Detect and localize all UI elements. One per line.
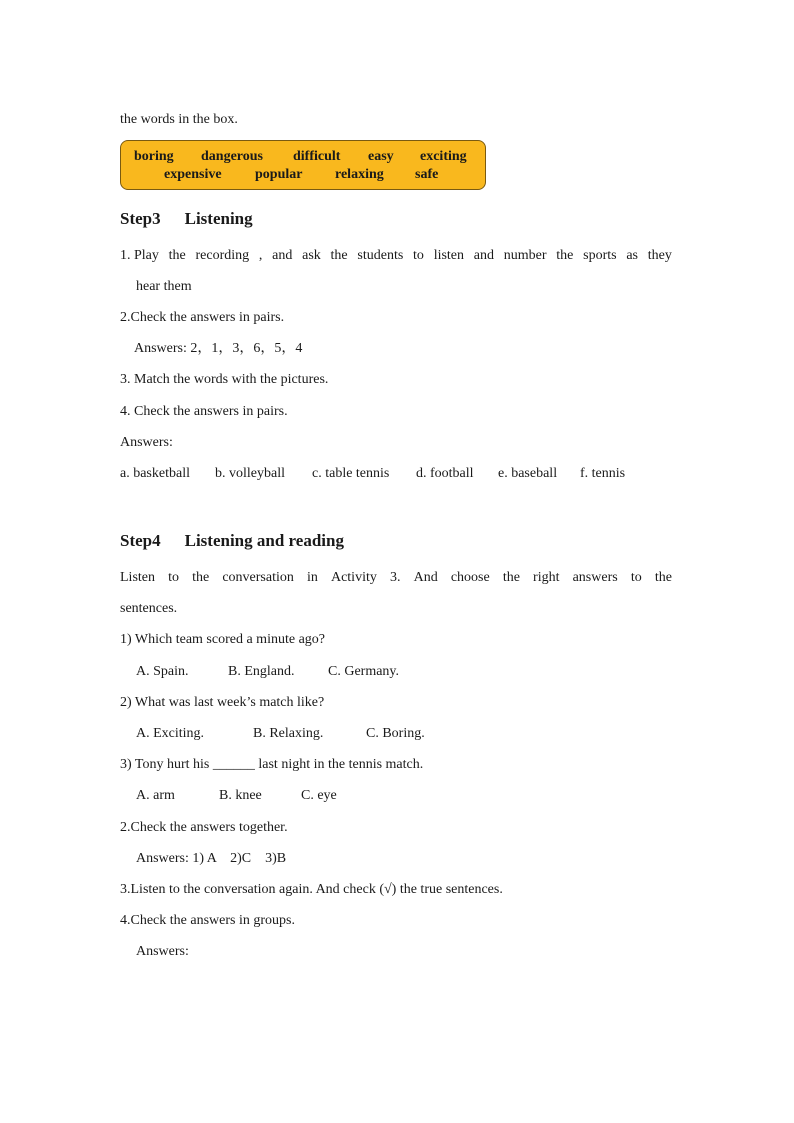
- word-box-word: expensive: [164, 167, 222, 182]
- word-box-word: safe: [415, 167, 439, 182]
- list-item: e. baseball: [498, 466, 558, 481]
- option: A. Exciting.: [136, 726, 205, 741]
- list-item: c. table tennis: [312, 466, 390, 481]
- step3-item3: 3. Match the words with the pictures.: [120, 372, 329, 387]
- word-box-word: boring: [134, 149, 174, 164]
- option: C. Germany.: [328, 664, 400, 679]
- option: C. eye: [301, 788, 337, 803]
- step3-item4: 4. Check the answers in pairs.: [120, 404, 288, 419]
- list-item: b. volleyball: [215, 466, 285, 481]
- option: A. Spain.: [136, 664, 189, 679]
- step4-item3: 3.Listen to the conversation again. And check (√) the true sentences.: [120, 882, 503, 897]
- step4-instr-line1: Listen to the conversation in Activity 3. And choose the right answers to the: [120, 570, 672, 585]
- word-box-word: dangerous: [201, 149, 263, 164]
- list-item: d. football: [416, 466, 474, 481]
- intro-line: the words in the box.: [120, 112, 238, 127]
- option: B. England.: [228, 664, 295, 679]
- step4-label: Step4: [120, 531, 161, 550]
- question-1: 1) Which team scored a minute ago?: [120, 632, 325, 647]
- step4-item2: 2.Check the answers together.: [120, 820, 288, 835]
- step3-answers1: Answers: 2，1，3，6，5，4: [134, 341, 303, 356]
- step3-heading: [120, 209, 253, 229]
- option: B. knee: [219, 788, 262, 803]
- step3-label: Step3: [120, 209, 161, 228]
- step4-answers-label: Answers:: [136, 944, 189, 959]
- word-box-word: easy: [368, 149, 394, 164]
- step4-instr-line2: sentences.: [120, 601, 178, 616]
- option: C. Boring.: [366, 726, 425, 741]
- word-box-word: popular: [255, 167, 303, 182]
- list-item: a. basketball: [120, 466, 190, 481]
- question-3: 3) Tony hurt his ______ last night in the tennis match.: [120, 757, 424, 772]
- step3-title: Listening: [184, 209, 253, 228]
- word-box-word: relaxing: [335, 167, 384, 182]
- word-box: [120, 140, 486, 190]
- step4-answers: Answers: 1) A 2)C 3)B: [136, 851, 287, 866]
- option: B. Relaxing.: [253, 726, 324, 741]
- step4-item4: 4.Check the answers in groups.: [120, 913, 295, 928]
- option: A. arm: [136, 788, 175, 803]
- word-box-word: difficult: [293, 149, 341, 164]
- step3-item2: 2.Check the answers in pairs.: [120, 310, 285, 325]
- step3-item1-line2: hear them: [136, 279, 192, 294]
- list-item: f. tennis: [580, 466, 626, 481]
- step3-item1-line1: 1. Play the recording , and ask the students to listen and number the sports as they: [120, 248, 672, 263]
- step4-title: Listening and reading: [184, 531, 344, 550]
- word-box-word: exciting: [420, 149, 467, 164]
- step4-heading: [120, 531, 344, 551]
- step3-answers-label: Answers:: [120, 435, 173, 450]
- question-2: 2) What was last week’s match like?: [120, 695, 325, 710]
